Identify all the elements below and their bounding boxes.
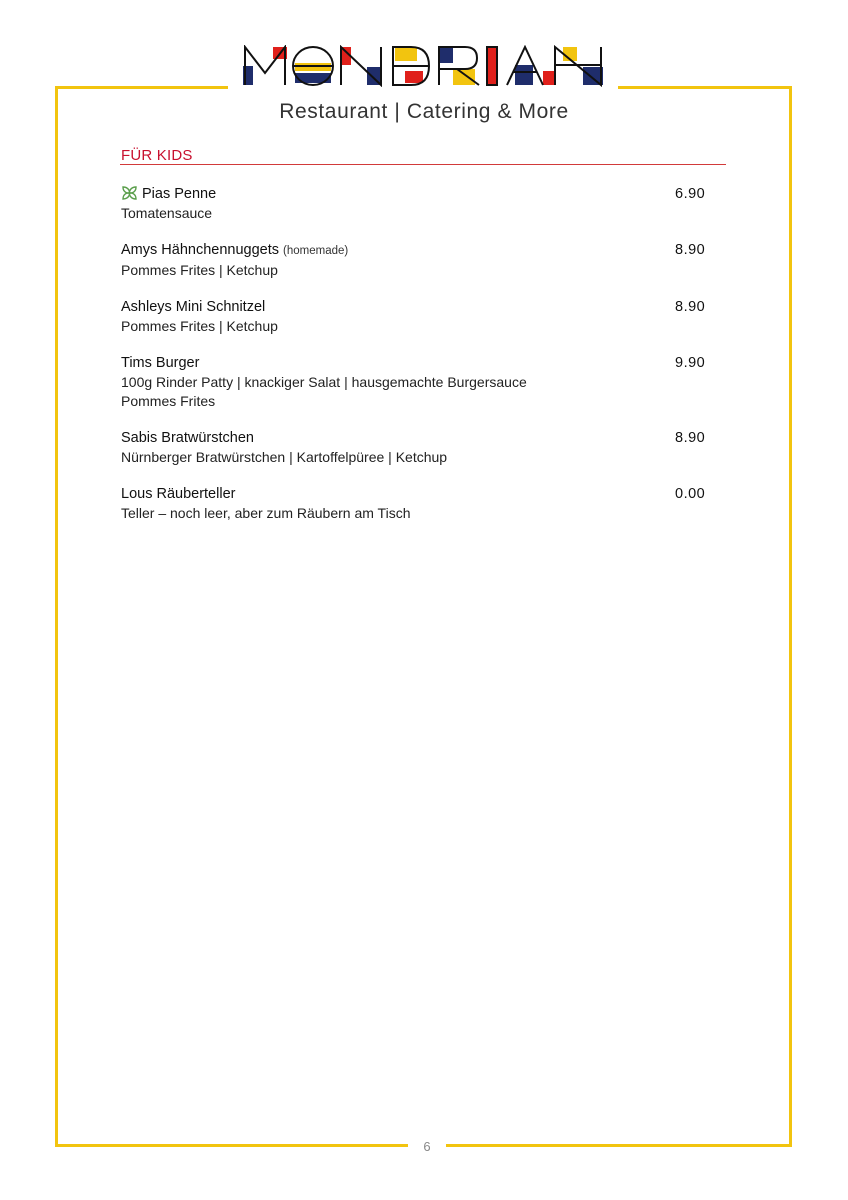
menu-item-name: Pias Penne: [142, 186, 217, 202]
menu-item: [121, 185, 721, 223]
menu-item-name: Sabis Bratwürstchen: [121, 430, 254, 446]
menu-item: [121, 298, 721, 336]
menu-item-description: 100g Rinder Patty | knackiger Salat | hausgemachte Burgersauce: [121, 374, 527, 390]
menu-item-description: Pommes Frites | Ketchup: [121, 262, 278, 278]
menu-item-name: Tims Burger: [121, 355, 200, 371]
menu-item-price: 8.90: [675, 242, 706, 258]
menu-item-price: 8.90: [675, 430, 706, 446]
section-divider: [120, 164, 726, 165]
section-title: FÜR KIDS: [121, 147, 193, 164]
menu-item: [121, 429, 721, 467]
menu-item-description: Nürnberger Bratwürstchen | Kartoffelpüree | Ketchup: [121, 449, 448, 465]
menu-item-description: Pommes Frites: [121, 393, 216, 409]
page-number: 6: [423, 1139, 431, 1154]
menu-list: [121, 185, 721, 541]
menu-item-price: 0.00: [675, 486, 706, 502]
menu-item-description: Pommes Frites | Ketchup: [121, 318, 278, 334]
vegetarian-leaf-icon: [121, 185, 138, 201]
menu-item-price: 8.90: [675, 299, 706, 315]
menu-item: [121, 354, 721, 411]
menu-item-title: [121, 241, 721, 261]
mondrian-logo: [243, 45, 605, 87]
menu-item: [121, 241, 721, 280]
menu-item-name: Lous Räuberteller: [121, 486, 236, 502]
menu-item: [121, 485, 721, 523]
mondrian-logo-graphic: [243, 45, 605, 87]
menu-item-description: Teller – noch leer, aber zum Räubern am Tisch: [121, 505, 411, 521]
menu-item-title: [121, 185, 721, 204]
menu-item-description: Tomatensauce: [121, 205, 213, 221]
menu-item-price: 9.90: [675, 355, 706, 371]
tagline: Restaurant | Catering & More: [279, 100, 569, 123]
menu-item-price: 6.90: [675, 186, 706, 202]
menu-item-name: Amys Hähnchennuggets: [121, 242, 279, 258]
menu-item-name: Ashleys Mini Schnitzel: [121, 299, 266, 315]
menu-item-note: (homemade): [283, 245, 349, 257]
